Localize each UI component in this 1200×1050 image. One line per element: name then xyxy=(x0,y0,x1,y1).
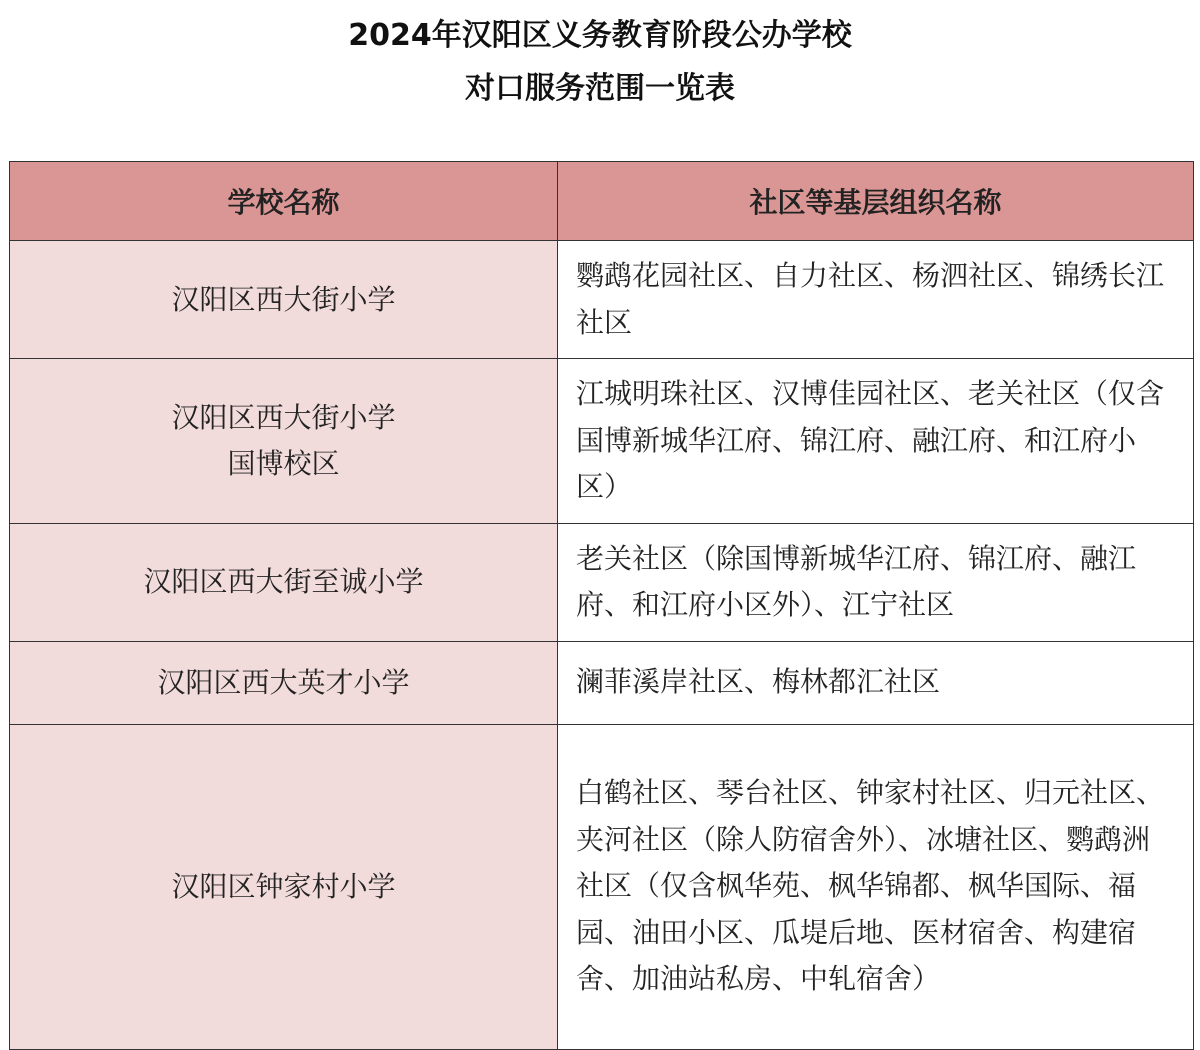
school-campus: 国博校区 xyxy=(227,446,340,480)
page-subtitle: 对口服务范围一览表 xyxy=(465,71,735,106)
header-school-name: 学校名称 xyxy=(10,162,558,241)
school-name-cell xyxy=(10,523,558,641)
community-list-cell: 老关社区（除国博新城华江府、锦江府、融江府、和江府小区外）、江宁社区 xyxy=(558,523,1194,641)
school-name: 汉阳区西大英才小学 xyxy=(157,665,410,699)
header-community-name: 社区等基层组织名称 xyxy=(558,162,1194,241)
community-list-cell: 鹦鹉花园社区、自力社区、杨泗社区、锦绣长江社区 xyxy=(558,241,1194,359)
school-name-cell xyxy=(10,241,558,359)
community-list-cell: 江城明珠社区、汉博佳园社区、老关社区（仅含国博新城华江府、锦江府、融江府、和江府小区） xyxy=(558,359,1194,524)
school-name-cell xyxy=(10,641,558,724)
school-name: 汉阳区西大街小学 xyxy=(171,282,396,316)
table-row xyxy=(10,359,1194,524)
table-row xyxy=(10,641,1194,724)
table-row xyxy=(10,523,1194,641)
community-list-cell: 澜菲溪岸社区、梅林都汇社区 xyxy=(558,641,1194,724)
page-title: 2024年汉阳区义务教育阶段公办学校 xyxy=(348,18,852,53)
service-scope-table xyxy=(9,161,1194,1050)
school-name-cell xyxy=(10,359,558,524)
table-row xyxy=(10,241,1194,359)
school-name: 汉阳区钟家村小学 xyxy=(171,869,396,903)
school-name: 汉阳区西大街小学 xyxy=(171,400,396,434)
table-row xyxy=(10,724,1194,1049)
community-list-cell: 白鹤社区、琴台社区、钟家村社区、归元社区、夹河社区（除人防宿舍外）、冰塘社区、鹦鹉洲社区（仅含枫华苑、枫华锦都、枫华国际、福园、油田小区、瓜堤后地、医材宿舍、构建宿舍、加油站私房、中轧宿舍） xyxy=(558,724,1194,1049)
table-header-row xyxy=(10,162,1194,241)
school-name-cell xyxy=(10,724,558,1049)
school-name: 汉阳区西大街至诚小学 xyxy=(143,565,424,598)
